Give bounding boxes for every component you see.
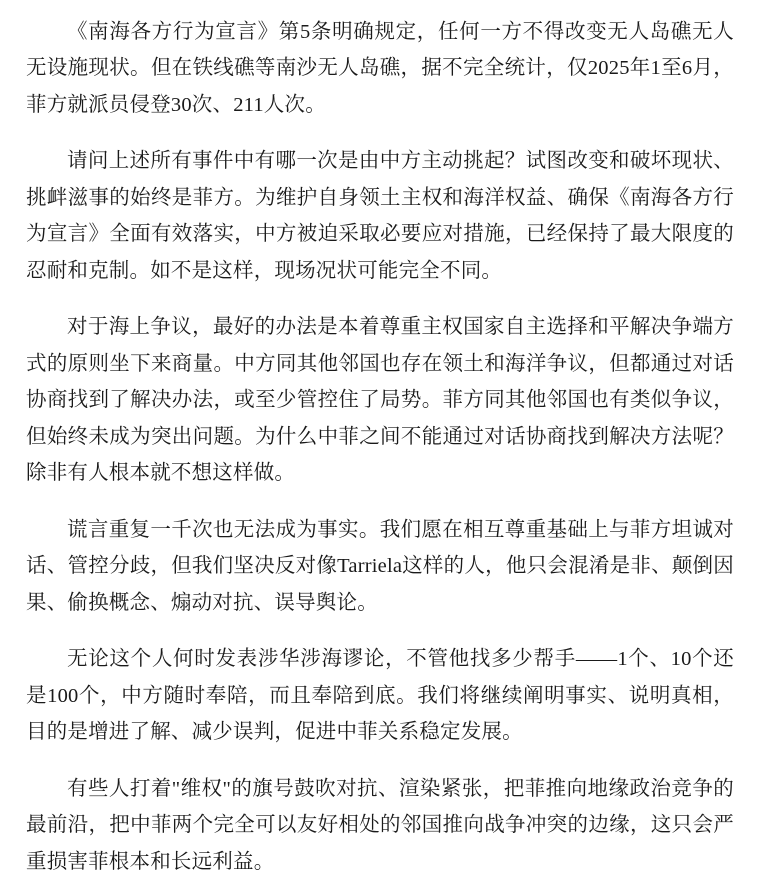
paragraph: 请问上述所有事件中有哪一次是由中方主动挑起？试图改变和破坏现状、挑衅滋事的始终是菲方。为维护自身领土主权和海洋权益、确保《南海各方行为宣言》全面有效落实，中方被迫采取必要应对措施，已经保持了最大限度的忍耐和克制。如不是这样，现场况状可能完全不同。 [26,150,734,282]
paragraph: 《南海各方行为宣言》第5条明确规定，任何一方不得改变无人岛礁无人无设施现状。但在铁线礁等南沙无人岛礁，据不完全统计，仅2025年1至6月，菲方就派员侵登30次、211人次。 [26,21,734,116]
paragraph: 对于海上争议，最好的办法是本着尊重主权国家自主选择和平解决争端方式的原则坐下来商量。中方同其他邻国也存在领土和海洋争议，但都通过对话协商找到了解决办法，或至少管控住了局势。菲方同其他邻国也有类似争议，但始终未成为突出问题。为什么中菲之间不能通过对话协商找到解决方法呢？除非有人根本就不想这样做。 [26,316,734,485]
paragraph: 无论这个人何时发表涉华涉海谬论，不管他找多少帮手——1个、10个还是100个，中方随时奉陪，而且奉陪到底。我们将继续阐明事实、说明真相，目的是增进了解、减少误判，促进中菲关系稳定发展。 [26,648,734,744]
paragraph: 有些人打着"维权"的旗号鼓吹对抗、渲染紧张，把菲推向地缘政治竞争的最前沿，把中菲两个完全可以友好相处的邻国推向战争冲突的边缘，这只会严重损害菲根本和长远利益。 [26,777,734,873]
paragraph: 谎言重复一千次也无法成为事实。我们愿在相互尊重基础上与菲方坦诚对话、管控分歧，但我们坚决反对像Tarriela这样的人，他只会混淆是非、颠倒因果、偷换概念、煽动对抗、误导舆论。 [26,518,734,614]
